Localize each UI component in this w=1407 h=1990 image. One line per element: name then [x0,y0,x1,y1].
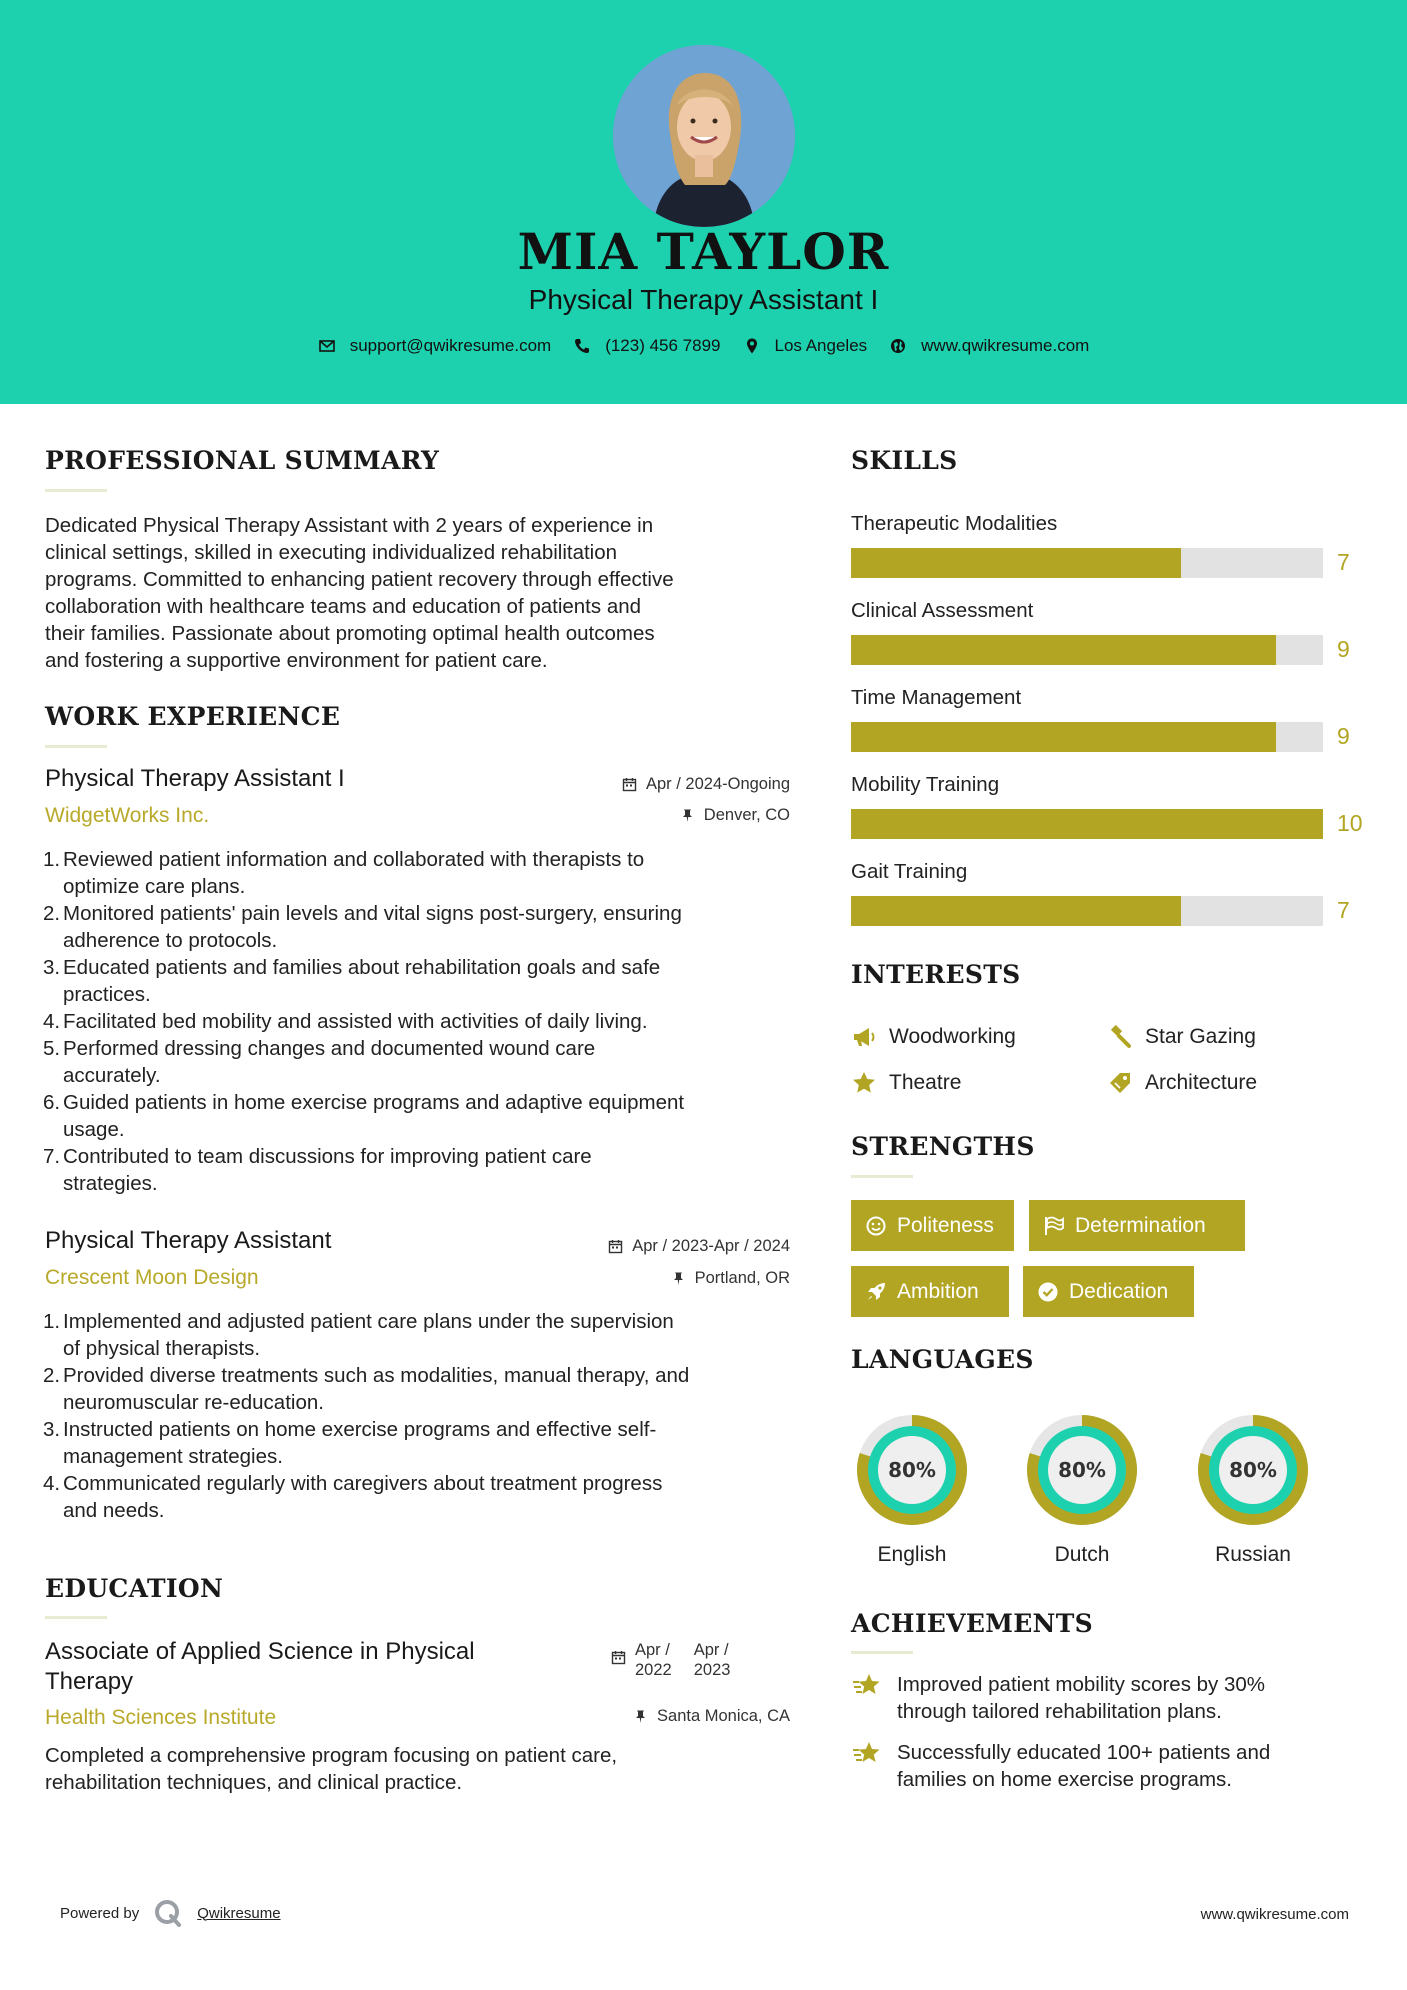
contact-phone[interactable] [573,336,720,356]
list-line: Reviewed patient information and collaborated with therapists to [63,848,645,871]
degree-line: Associate of Applied Science in Physical [45,1638,475,1665]
globe-icon [889,337,907,355]
list-line: optimize care plans. [63,875,246,898]
school-name: Health Sciences Institute [45,1706,277,1729]
list-line: and needs. [63,1499,165,1522]
contact-email-text: support@qwikresume.com [349,336,552,355]
list-line: Monitored patients' pain levels and vital signs post-surgery, ensuring [63,902,682,925]
skill-value: 9 [1337,723,1350,749]
skills-heading: SKILLS [851,446,958,475]
phone-icon [573,337,591,355]
rocket-icon [865,1281,887,1303]
job-company: WidgetWorks Inc. [45,804,210,827]
skill-label: Gait Training [851,860,968,883]
contact-location-text: Los Angeles [774,336,868,355]
list-item [45,900,805,954]
language-percent: 80% [1229,1458,1277,1482]
achievements-underline [851,1651,913,1654]
list-num: 4. [43,1472,61,1495]
language-percent: 80% [888,1458,936,1482]
candidate-title: Physical Therapy Assistant I [528,284,879,315]
job-location-text: Portland, OR [694,1269,790,1287]
list-num: 2. [43,902,61,925]
calendar-icon [608,1239,623,1254]
strengths-underline [851,1175,913,1178]
list-line: Communicated regularly with caregivers about treatment progress [63,1472,663,1495]
job-duties [45,846,805,1197]
skill-label: Therapeutic Modalities [851,512,1058,535]
education-start-line: 2022 [635,1661,672,1679]
smile-icon [865,1215,887,1237]
list-item [45,846,805,900]
experience-heading: WORK EXPERIENCE [45,702,341,731]
skill-bar [851,635,1323,665]
skill-bar-fill [851,722,1276,752]
contact-website[interactable] [889,336,1089,356]
list-line: Performed dressing changes and documented wound care [63,1037,596,1060]
list-line: Educated patients and families about rehabilitation goals and safe [63,956,661,979]
list-num: 7. [43,1145,61,1168]
interest-item [1107,1070,1257,1096]
job-duties [45,1308,805,1524]
gavel-icon [1107,1024,1133,1050]
powered-by-text: Powered by [60,1904,140,1922]
achievement-line: Successfully educated 100+ patients and [897,1741,1271,1764]
strengths-heading: STRENGTHS [851,1132,1035,1161]
strength-badge [851,1200,1014,1251]
education-location [633,1707,790,1726]
strength-badge [1023,1266,1194,1317]
calendar-icon [622,777,637,792]
language-label: Russian [1215,1543,1291,1566]
qwikresume-link[interactable]: Qwikresume [197,1904,281,1922]
job-dates [608,1237,790,1256]
education-start-line: Apr / [635,1641,670,1659]
interest-item [851,1070,961,1096]
footer-url[interactable]: www.qwikresume.com [1200,1906,1349,1923]
candidate-name: MIA TAYLOR [517,222,890,281]
list-item [45,1416,805,1470]
degree-line: Therapy [45,1668,134,1695]
list-item [45,1308,805,1362]
list-item [45,954,805,1008]
strength-label: Politeness [897,1213,994,1237]
education-description [45,1742,805,1796]
skill-bar-fill [851,896,1181,926]
list-item [45,1362,805,1416]
check-circle-icon [1037,1281,1059,1303]
education-end-line: 2023 [693,1661,731,1679]
skill-value: 7 [1337,897,1350,923]
calendar-icon [611,1650,626,1665]
list-line: Facilitated bed mobility and assisted with activities of daily living. [63,1010,648,1033]
list-line: adherence to protocols. [63,929,278,952]
list-line: practices. [63,983,151,1006]
list-line: Guided patients in home exercise programs and adaptive equipment [63,1091,685,1114]
list-line: Contributed to team discussions for improving patient care [63,1145,592,1168]
skill-label: Clinical Assessment [851,599,1034,622]
job-location-text: Denver, CO [703,806,790,824]
pin-icon [680,808,695,823]
education-end [694,1640,731,1680]
education-start [635,1640,672,1680]
strength-badge [851,1266,1009,1317]
achievement-line: Improved patient mobility scores by 30% [897,1673,1266,1696]
education-line: rehabilitation techniques, and clinical practice. [45,1771,463,1794]
list-line: accurately. [63,1064,161,1087]
education-end-line: Apr / [693,1641,729,1659]
pin-icon [633,1709,648,1724]
interests-heading: INTERESTS [851,960,1021,989]
interest-label: Woodworking [889,1025,1016,1048]
flag-icon [1043,1215,1065,1237]
languages-heading: LANGUAGES [851,1345,1034,1374]
summary-line: collaboration with healthcare teams and education of patients and [45,595,642,618]
job-title: Physical Therapy Assistant [45,1227,332,1254]
achievements-heading: ACHIEVEMENTS [851,1609,1093,1638]
interest-label: Star Gazing [1145,1025,1256,1048]
tag-icon [1107,1070,1133,1096]
experience-underline [45,745,107,748]
list-line: management strategies. [63,1445,283,1468]
strength-badge [1029,1200,1245,1251]
location-icon [743,337,761,355]
achievement-star-icon [851,1669,883,1701]
list-num: 5. [43,1037,61,1060]
skill-bar-fill [851,548,1181,578]
achievement-line: through tailored rehabilitation plans. [897,1700,1222,1723]
list-item [45,1470,805,1524]
summary-text [45,512,805,674]
skill-bar-fill [851,809,1323,839]
language-donut [1192,1409,1314,1531]
skill-bar [851,722,1323,752]
language-percent: 80% [1058,1458,1106,1482]
skill-value: 10 [1337,810,1363,836]
skill-bar [851,809,1323,839]
job-location [671,1269,790,1288]
summary-heading: PROFESSIONAL SUMMARY [45,446,440,475]
avatar [613,45,795,227]
achievement-item [851,1739,1270,1793]
interest-item [1107,1024,1256,1050]
list-line: Implemented and adjusted patient care plans under the supervision [63,1310,674,1333]
list-num: 1. [43,848,61,871]
job-dates [622,775,790,794]
degree-title [45,1637,475,1697]
list-num: 1. [43,1310,61,1333]
strength-label: Ambition [897,1279,979,1303]
skill-value: 7 [1337,549,1350,575]
achievement-text [897,1739,1270,1793]
skill-label: Mobility Training [851,773,1000,796]
list-num: 2. [43,1364,61,1387]
job-company: Crescent Moon Design [45,1266,259,1289]
list-line: strategies. [63,1172,158,1195]
contact-location [743,336,868,356]
list-num: 3. [43,1418,61,1441]
email-icon [318,337,336,355]
achievement-line: families on home exercise programs. [897,1768,1232,1791]
contact-bar [0,336,1407,356]
language-label: Dutch [1054,1543,1110,1566]
list-num: 3. [43,956,61,979]
strength-label: Dedication [1069,1279,1169,1303]
summary-line: clinical settings, skilled in executing individualized rehabilitation [45,541,618,564]
list-line: neuromuscular re-education. [63,1391,324,1414]
skill-bar [851,548,1323,578]
summary-line: their families. Passionate about promoting optimal health outcomes [45,622,655,645]
job-title: Physical Therapy Assistant I [45,765,345,792]
summary-line: programs. Committed to enhancing patient recovery through effective [45,568,674,591]
skill-value: 9 [1337,636,1350,662]
list-line: usage. [63,1118,125,1141]
education-dates [611,1640,730,1680]
summary-line: Dedicated Physical Therapy Assistant with 2 years of experience in [45,514,654,537]
job-dates-text: Apr / 2023-Apr / 2024 [632,1237,790,1255]
list-item [45,1089,805,1143]
language-donut [851,1409,973,1531]
footer-powered-by [60,1898,281,1928]
education-line: Completed a comprehensive program focusing on patient care, [45,1744,618,1767]
skill-bar-fill [851,635,1276,665]
qwikresume-logo-icon [153,1898,183,1928]
list-line: Provided diverse treatments such as modalities, manual therapy, and [63,1364,690,1387]
list-num: 4. [43,1010,61,1033]
interest-label: Theatre [889,1071,962,1094]
pin-icon [671,1271,686,1286]
education-underline [45,1616,107,1619]
contact-phone-text: (123) 456 7899 [605,336,721,355]
star-icon [851,1070,877,1096]
list-num: 6. [43,1091,61,1114]
skill-bar [851,896,1323,926]
list-line: of physical therapists. [63,1337,261,1360]
summary-underline [45,489,107,492]
list-item [45,1035,805,1089]
language-label: English [877,1543,947,1566]
interest-item [851,1024,1016,1050]
achievement-item [851,1671,1265,1725]
contact-website-text: www.qwikresume.com [921,336,1090,355]
megaphone-icon [851,1024,877,1050]
strength-label: Determination [1075,1213,1206,1237]
language-donut [1021,1409,1143,1531]
list-item [45,1143,805,1197]
achievement-star-icon [851,1737,883,1769]
interest-label: Architecture [1145,1071,1258,1094]
education-location-text: Santa Monica, CA [657,1707,790,1725]
header [0,0,1407,404]
list-line: Instructed patients on home exercise programs and effective self- [63,1418,657,1441]
achievement-text [897,1671,1265,1725]
education-heading: EDUCATION [45,1574,224,1603]
list-item [45,1008,805,1035]
skill-label: Time Management [851,686,1022,709]
summary-line: and fostering a supportive environment for patient care. [45,649,548,672]
contact-email[interactable] [318,336,552,356]
job-location [680,806,790,825]
job-dates-text: Apr / 2024-Ongoing [645,775,790,793]
